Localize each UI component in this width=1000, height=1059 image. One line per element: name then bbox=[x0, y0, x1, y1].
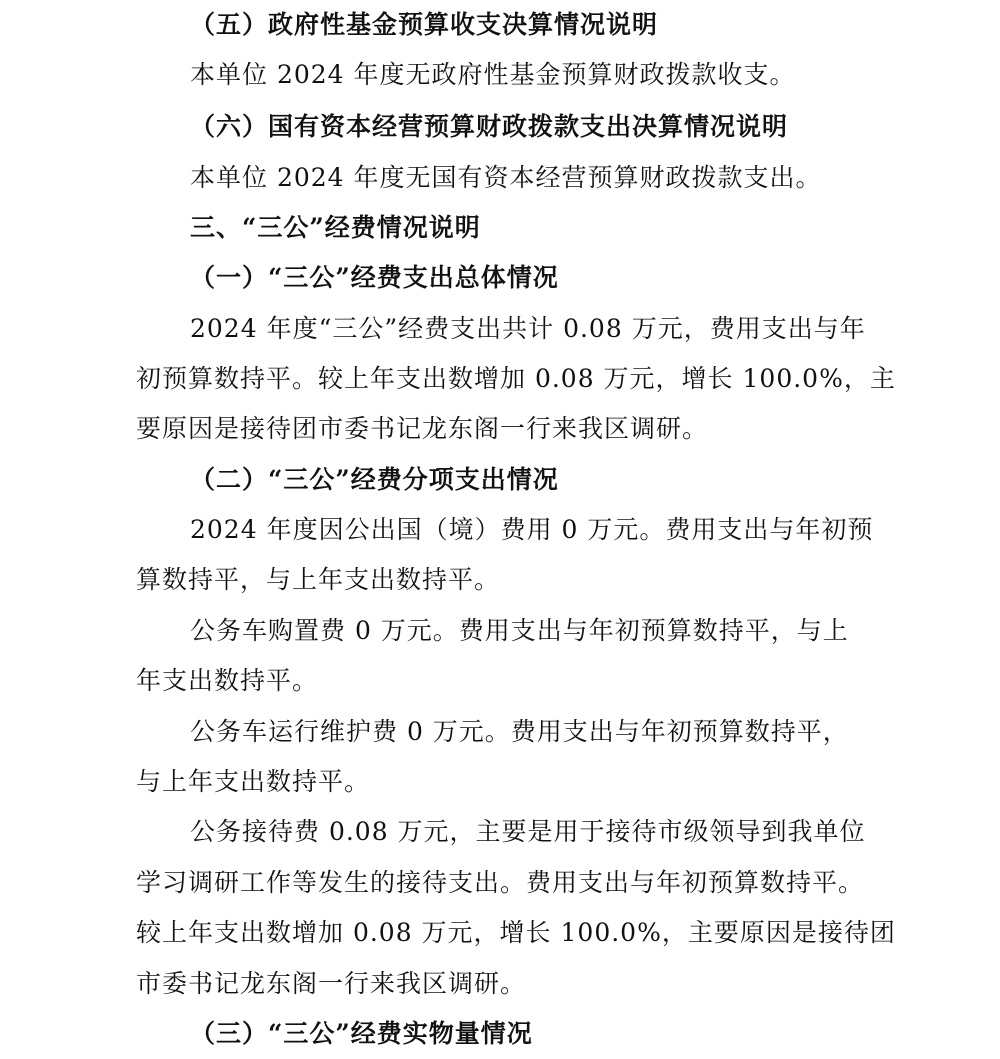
part-3-heading: 三、“三公”经费情况说明 bbox=[190, 213, 481, 242]
paragraph-line: 较上年支出数增加 0.08 万元，增长 100.0%，主要原因是接待团 bbox=[136, 918, 896, 947]
section-5-body: 本单位 2024 年度无政府性基金预算财政拨款收支。 bbox=[190, 60, 796, 89]
part-3-2-heading: （二）“三公”经费分项支出情况 bbox=[190, 465, 559, 494]
paragraph-line: 市委书记龙东阁一行来我区调研。 bbox=[136, 969, 527, 998]
paragraph-line: 要原因是接待团市委书记龙东阁一行来我区调研。 bbox=[136, 414, 709, 443]
section-6-heading: （六）国有资本经营预算财政拨款支出决算情况说明 bbox=[190, 112, 789, 141]
paragraph-line: 与上年支出数持平。 bbox=[136, 767, 371, 796]
paragraph-line: 2024 年度“三公”经费支出共计 0.08 万元，费用支出与年 bbox=[190, 314, 866, 343]
section-5-heading: （五）政府性基金预算收支决算情况说明 bbox=[190, 10, 659, 39]
paragraph-line: 2024 年度因公出国（境）费用 0 万元。费用支出与年初预 bbox=[190, 515, 874, 544]
paragraph-line: 公务车运行维护费 0 万元。费用支出与年初预算数持平， bbox=[190, 717, 849, 746]
section-6-body: 本单位 2024 年度无国有资本经营预算财政拨款支出。 bbox=[190, 163, 822, 192]
paragraph-line: 公务接待费 0.08 万元，主要是用于接待市级领导到我单位 bbox=[190, 817, 866, 846]
part-3-1-heading: （一）“三公”经费支出总体情况 bbox=[190, 263, 559, 292]
paragraph-line: 年支出数持平。 bbox=[136, 666, 319, 695]
part-3-3-heading: （三）“三公”经费实物量情况 bbox=[190, 1019, 533, 1048]
paragraph-line: 学习调研工作等发生的接待支出。费用支出与年初预算数持平。 bbox=[136, 868, 865, 897]
paragraph-line: 初预算数持平。较上年支出数增加 0.08 万元，增长 100.0%，主 bbox=[136, 364, 896, 393]
paragraph-line: 算数持平，与上年支出数持平。 bbox=[136, 565, 501, 594]
paragraph-line: 公务车购置费 0 万元。费用支出与年初预算数持平，与上 bbox=[190, 616, 849, 645]
